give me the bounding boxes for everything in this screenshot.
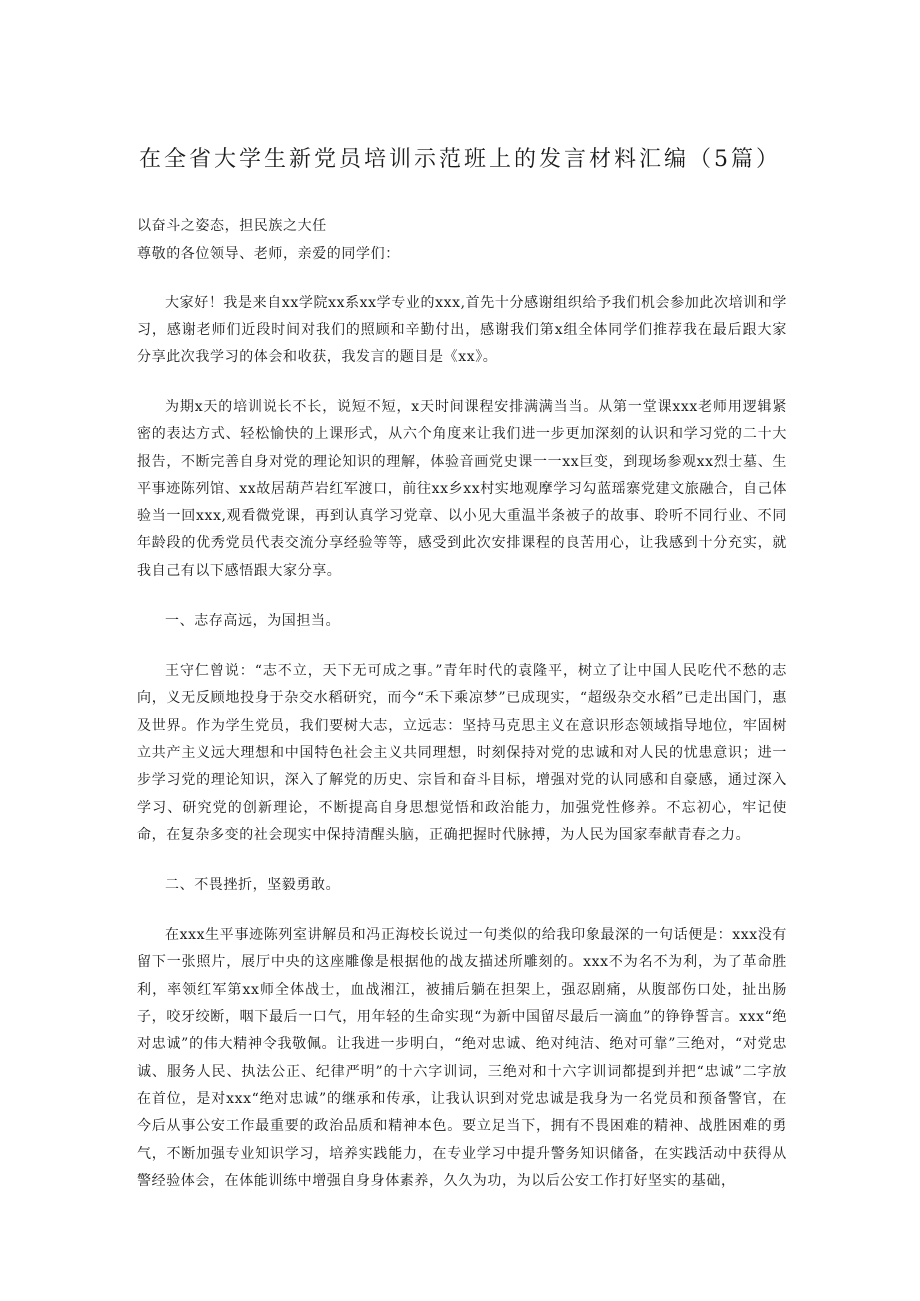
section-heading-2: 二、不畏挫折，坚毅勇敢。 [165,877,341,894]
paragraph-section-1: 王守仁曾说：“志不立，天下无可成之事。”青年时代的袁隆平，树立了让中国人民吃代不愁的志向，义无反顾地投身于杂交水稻研究，而今“禾下乘凉梦”已成现实，“超级杂交水稻”已走出国门，惠及世界。作为学生党员，我们要树大志，立远志：坚持马克思主义在意识形态领域指导地位，牢固树立共产主义远大理想和中国特色社会主义共同理想，时刻保持对党的忠诚和对人民的忧患意识；进一步学习党的理论知识，深入了解党的历史、宗旨和奋斗目标，增强对党的认同感和自豪感，通过深入学习、研究党的创新理论，不断提高自身思想觉悟和政治能力，加强党性修养。不忘初心，牢记使命，在复杂多变的社会现实中保持清醒头脑，正确把握时代脉搏，为人民为国家奉献青春之力。 [137,663,787,843]
paragraph-intro: 大家好！我是来自xx学院xx系xx学专业的xxx,首先十分感谢组织给予我们机会参加此次培训和学习，感谢老师们近段时间对我们的照顾和辛勤付出，感谢我们第x组全体同学们推荐我在最后跟大家分享此次我学习的体会和收获，我发言的题目是《xx》。 [137,295,787,365]
paragraph-training-summary: 为期x天的培训说长不长，说短不短，x天时间课程安排满满当当。从第一堂课xxx老师用逻辑紧密的表达方式、轻松愉快的上课形式，从六个角度来让我们进一步更加深刻的认识和学习党的二十大报告，不断完善自身对党的理论知识的理解，体验音画党史课一一xx巨变，到现场参观xx烈士墓、生平事迹陈列馆、xx故居葫芦岩红军渡口，前往xx乡xx村实地观摩学习勾蓝瑶寨党建文旅融合，自己体验当一回xxx,观看微党课，再到认真学习党章、以小见大重温半条被子的故事、聆听不同行业、不同年龄段的优秀党员代表交流分享经验等等，感受到此次安排课程的良苦用心，让我感到十分充实，就我自己有以下感悟跟大家分享。 [137,399,787,579]
speech-subtitle: 以奋斗之姿态，担民族之大任 [137,218,327,234]
document-title: 在全省大学生新党员培训示范班上的发言材料汇编（5篇） [139,147,781,172]
section-heading-1: 一、志存高远，为国担当。 [165,613,341,630]
salutation: 尊敬的各位领导、老师，亲爱的同学们： [137,246,400,262]
document-body [137,212,787,1195]
paragraph-section-2: 在xxx生平事迹陈列室讲解员和冯正海校长说过一句类似的给我印象最深的一句话便是：xxx没有留下一张照片，展厅中央的这座雕像是根据他的战友描述所雕刻的。xxx不为名不为利，为了革命胜利，率领红军第xx师全体战士，血战湘江，被捕后躺在担架上，强忍剧痛，从腹部伤口处，扯出肠子，咬牙绞断，咽下最后一口气，用年轻的生命实现“为新中国留尽最后一滴血”的铮铮誓言。xxx“绝对忠诚”的伟大精神令我敬佩。让我进一步明白，“绝对忠诚、绝对纯洁、绝对可靠”三绝对，“对党忠诚、服务人民、执法公正、纪律严明”的十六字训词，三绝对和十六字训词都提到并把“忠诚”二字放在首位，是对xxx“绝对忠诚”的继承和传承，让我认识到对党忠诚是我身为一名党员和预备警官，在今后从事公安工作最重要的政治品质和精神本色。要立足当下，拥有不畏困难的精神、战胜困难的勇气，不断加强专业知识学习，培养实践能力，在专业学习中提升警务知识储备，在实践活动中获得从警经验体会，在体能训练中增强自身身体素养，久久为功，为以后公安工作打好坚实的基础， [137,927,787,1189]
